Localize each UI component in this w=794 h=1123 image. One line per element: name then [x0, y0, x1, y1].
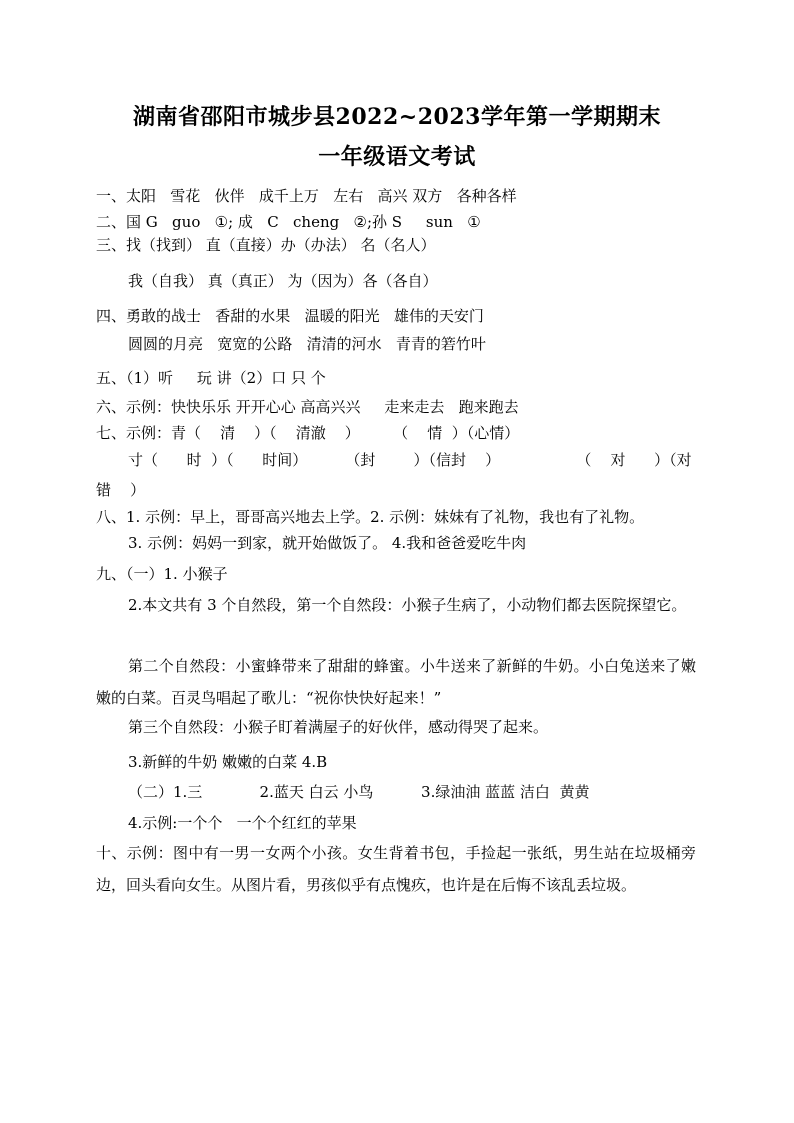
answer-q9-item3: 3.新鲜的牛奶 嫩嫩的白菜 4.B — [128, 753, 328, 771]
title-line-1: 湖南省邵阳市城步县2022~2023学年第一学期期末 — [133, 104, 661, 130]
answer-q9-item2: 2.本文共有 3 个自然段，第一个自然段：小猴子生病了，小动物们都去医院探望它。 — [128, 596, 687, 614]
answer-q4-line1: 四、勇敢的战士 香甜的水果 温暖的阳光 雄伟的天安门 — [96, 307, 484, 325]
answer-q9-paragraph3: 第三个自然段：小猴子盯着满屋子的好伙伴，感动得哭了起来。 — [128, 718, 549, 736]
answer-q7-line1: 七、示例：青（ 清 ）（ 清澈 ） （ 情 ）（心情） — [96, 424, 520, 442]
answer-q9-part1: 九、（一）1. 小猴子 — [96, 565, 228, 583]
answer-q7-line2: 寸（ 时 ）（ 时间） （封 ）（信封 ） （ 对 ）（对 — [128, 451, 692, 469]
answer-q5: 五、（1）听 玩 讲（2）口 只 个 — [96, 369, 326, 387]
answer-q4-line2: 圆圆的月亮 宽宽的公路 清清的河水 青青的箬竹叶 — [128, 335, 486, 353]
answer-q1: 一、太阳 雪花 伙伴 成千上万 左右 高兴 双方 各种各样 — [96, 187, 517, 205]
answer-q3-line2: 我（自我） 真（真正） 为（因为）各（各自） — [128, 272, 438, 290]
answer-q9-item4: 4.示例:一个个 一个个红红的苹果 — [128, 814, 357, 832]
answer-q2: 二、国 G guo ①; 成 C cheng ②;孙 S sun ① — [96, 213, 481, 231]
answer-q6: 六、示例：快快乐乐 开开心心 高高兴兴 走来走去 跑来跑去 — [96, 398, 519, 416]
answer-q10: 十、示例：图中有一男一女两个小孩。女生背着书包，手捡起一张纸，男生站在垃圾桶旁边，回头看向女生。从图片看，男孩似乎有点愧疚，也许是在后悔不该乱丢垃圾。 — [96, 844, 696, 894]
answer-q7-line3: 错 ） — [96, 481, 146, 499]
answer-q8-line1: 八、1. 示例：早上，哥哥高兴地去上学。2. 示例：妹妹有了礼物，我也有了礼物。 — [96, 508, 645, 526]
title-line-2: 一年级语文考试 — [318, 144, 476, 170]
answer-q9-paragraph2: 第二个自然段：小蜜蜂带来了甜甜的蜂蜜。小牛送来了新鲜的牛奶。小白兔送来了嫩嫩的白菜。百灵鸟唱起了歌儿：“祝你快快好起来！” — [96, 657, 696, 707]
answer-q3-line1: 三、找（找到） 直（直接）办（办法） 名（名人） — [96, 236, 436, 254]
answer-q9-part2: （二）1.三 2.蓝天 白云 小鸟 3.绿油油 蓝蓝 洁白 黄黄 — [128, 783, 590, 801]
answer-q8-line2: 3. 示例：妈妈一到家，就开始做饭了。 4.我和爸爸爱吃牛肉 — [128, 534, 527, 552]
